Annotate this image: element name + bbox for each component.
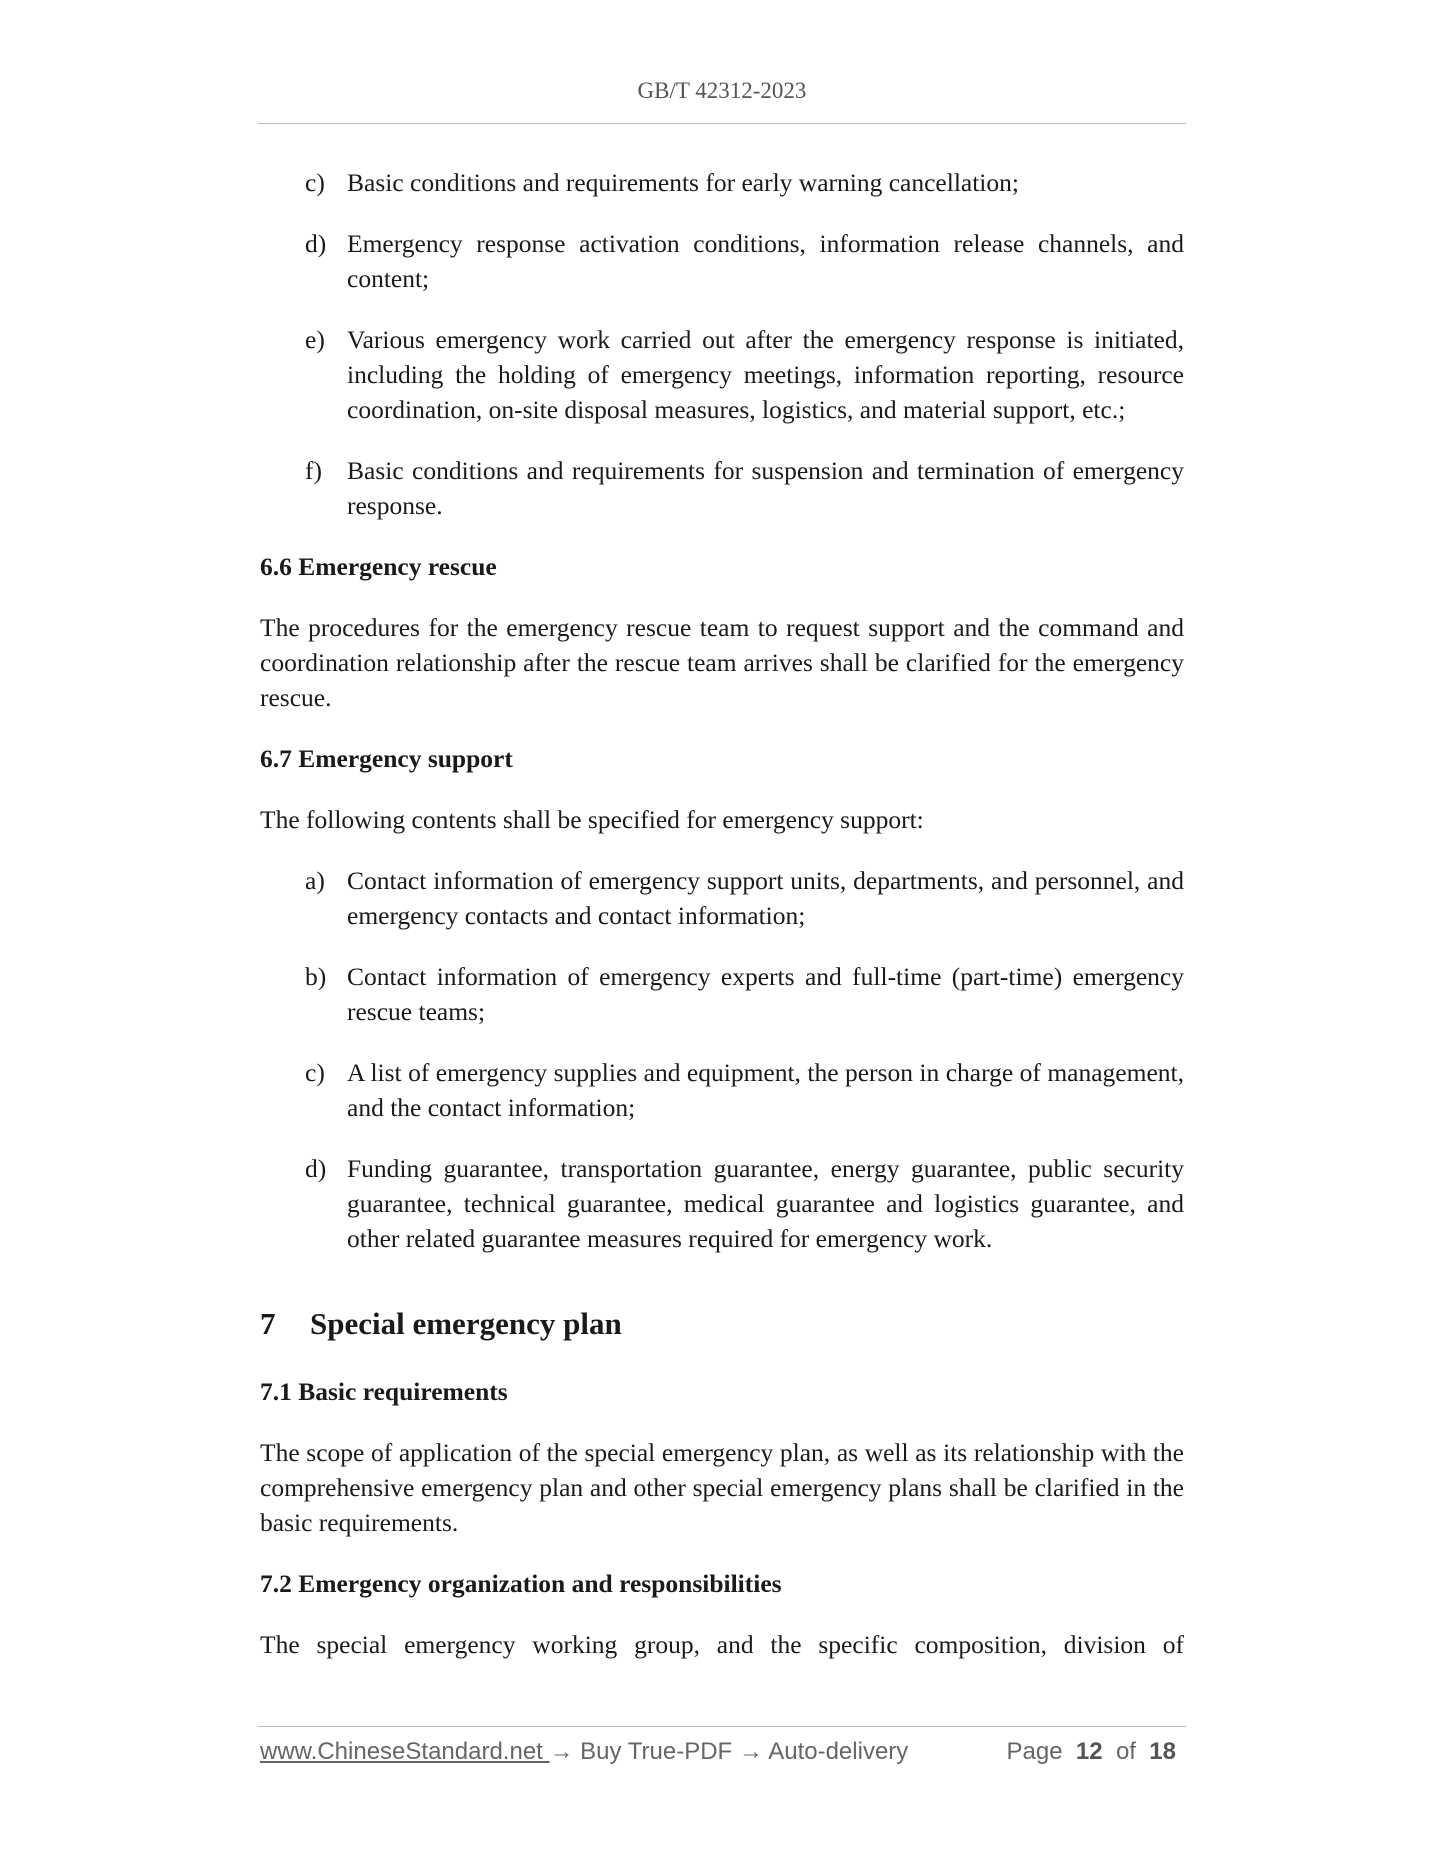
page-of: of: [1115, 1738, 1136, 1765]
list-marker: b): [305, 962, 327, 991]
list-item: [260, 165, 1184, 200]
list-marker: c): [305, 1058, 325, 1087]
list-item-text: A list of emergency supplies and equipment, the person in charge of management, and the contact information;: [347, 1058, 1184, 1122]
list-item: [260, 959, 1184, 1029]
section-intro-6-7: The following contents shall be specified for emergency support:: [260, 805, 924, 834]
auto-delivery-text: Auto-delivery: [762, 1738, 909, 1765]
section-heading-7-2: 7.2 Emergency organization and responsibilities: [260, 1569, 782, 1598]
section-heading-7-1: 7.1 Basic requirements: [260, 1377, 508, 1406]
list-item-text: Basic conditions and requirements for suspension and termination of emergency response.: [347, 456, 1184, 520]
footer-divider: [258, 1726, 1186, 1727]
arrow-right-icon: →: [549, 1738, 574, 1765]
list-marker: d): [305, 1154, 327, 1183]
list-item: [260, 1055, 1184, 1125]
chapter-heading-7: [260, 1304, 1184, 1344]
list-item-text: Basic conditions and requirements for early warning cancellation;: [347, 168, 1019, 197]
list-item-text: Emergency response activation conditions, information release channels, and content;: [347, 229, 1184, 293]
list-marker: a): [305, 866, 325, 895]
list-item-text: Various emergency work carried out after the emergency response is initiated, including the holding of emergency meetings, information reporting, resource coordination, on-site disposal measures, logistics, and material support, etc.;: [347, 325, 1184, 424]
list-item-text: Contact information of emergency support units, departments, and personnel, and emergency contacts and contact information;: [347, 866, 1184, 930]
page-label: Page: [1006, 1738, 1063, 1765]
list-item: [260, 453, 1184, 523]
list-item-text: Contact information of emergency experts and full-time (part-time) emergency rescue teams;: [347, 962, 1184, 1026]
list-item: [260, 226, 1184, 296]
page-number: [1006, 1738, 1176, 1766]
section-paragraph-7-1: The scope of application of the special emergency plan, as well as its relationship with the comprehensive emergency plan and other special emergency plans shall be clarified in the basic requirements.: [260, 1438, 1184, 1537]
list-item-text: Funding guarantee, transportation guarantee, energy guarantee, public security guarantee, technical guarantee, medical guarantee and logistics guarantee, and other related guarantee measures required for emergency work.: [347, 1154, 1184, 1253]
page-footer: [260, 1738, 1184, 1772]
list-marker: d): [305, 229, 327, 258]
page-total: 18: [1149, 1738, 1176, 1765]
list-marker: f): [305, 456, 322, 485]
chapter-number: 7: [260, 1306, 276, 1341]
list-marker: c): [305, 168, 325, 197]
list-item: [260, 863, 1184, 933]
list-item: [260, 1151, 1184, 1256]
list-marker: e): [305, 325, 325, 354]
page-current: 12: [1075, 1738, 1103, 1765]
list-item: [260, 322, 1184, 427]
header-divider: [258, 123, 1186, 124]
section-heading-6-6: 6.6 Emergency rescue: [260, 552, 497, 581]
website-link[interactable]: www.ChineseStandard.net: [260, 1738, 550, 1765]
footer-promo: [260, 1738, 908, 1766]
chapter-title: Special emergency plan: [310, 1306, 622, 1341]
section-heading-6-7: 6.7 Emergency support: [260, 744, 513, 773]
section-paragraph-6-6: The procedures for the emergency rescue team to request support and the command and coordination relationship after the rescue team arrives shall be clarified for the emergency rescue.: [260, 613, 1184, 712]
document-header: GB/T 42312-2023: [637, 78, 807, 103]
buy-pdf-text: Buy True-PDF: [573, 1738, 739, 1765]
document-body: [260, 165, 1184, 1688]
section-paragraph-7-2: The special emergency working group, and the specific composition, division of: [260, 1630, 1184, 1659]
arrow-right-icon: →: [738, 1738, 763, 1765]
